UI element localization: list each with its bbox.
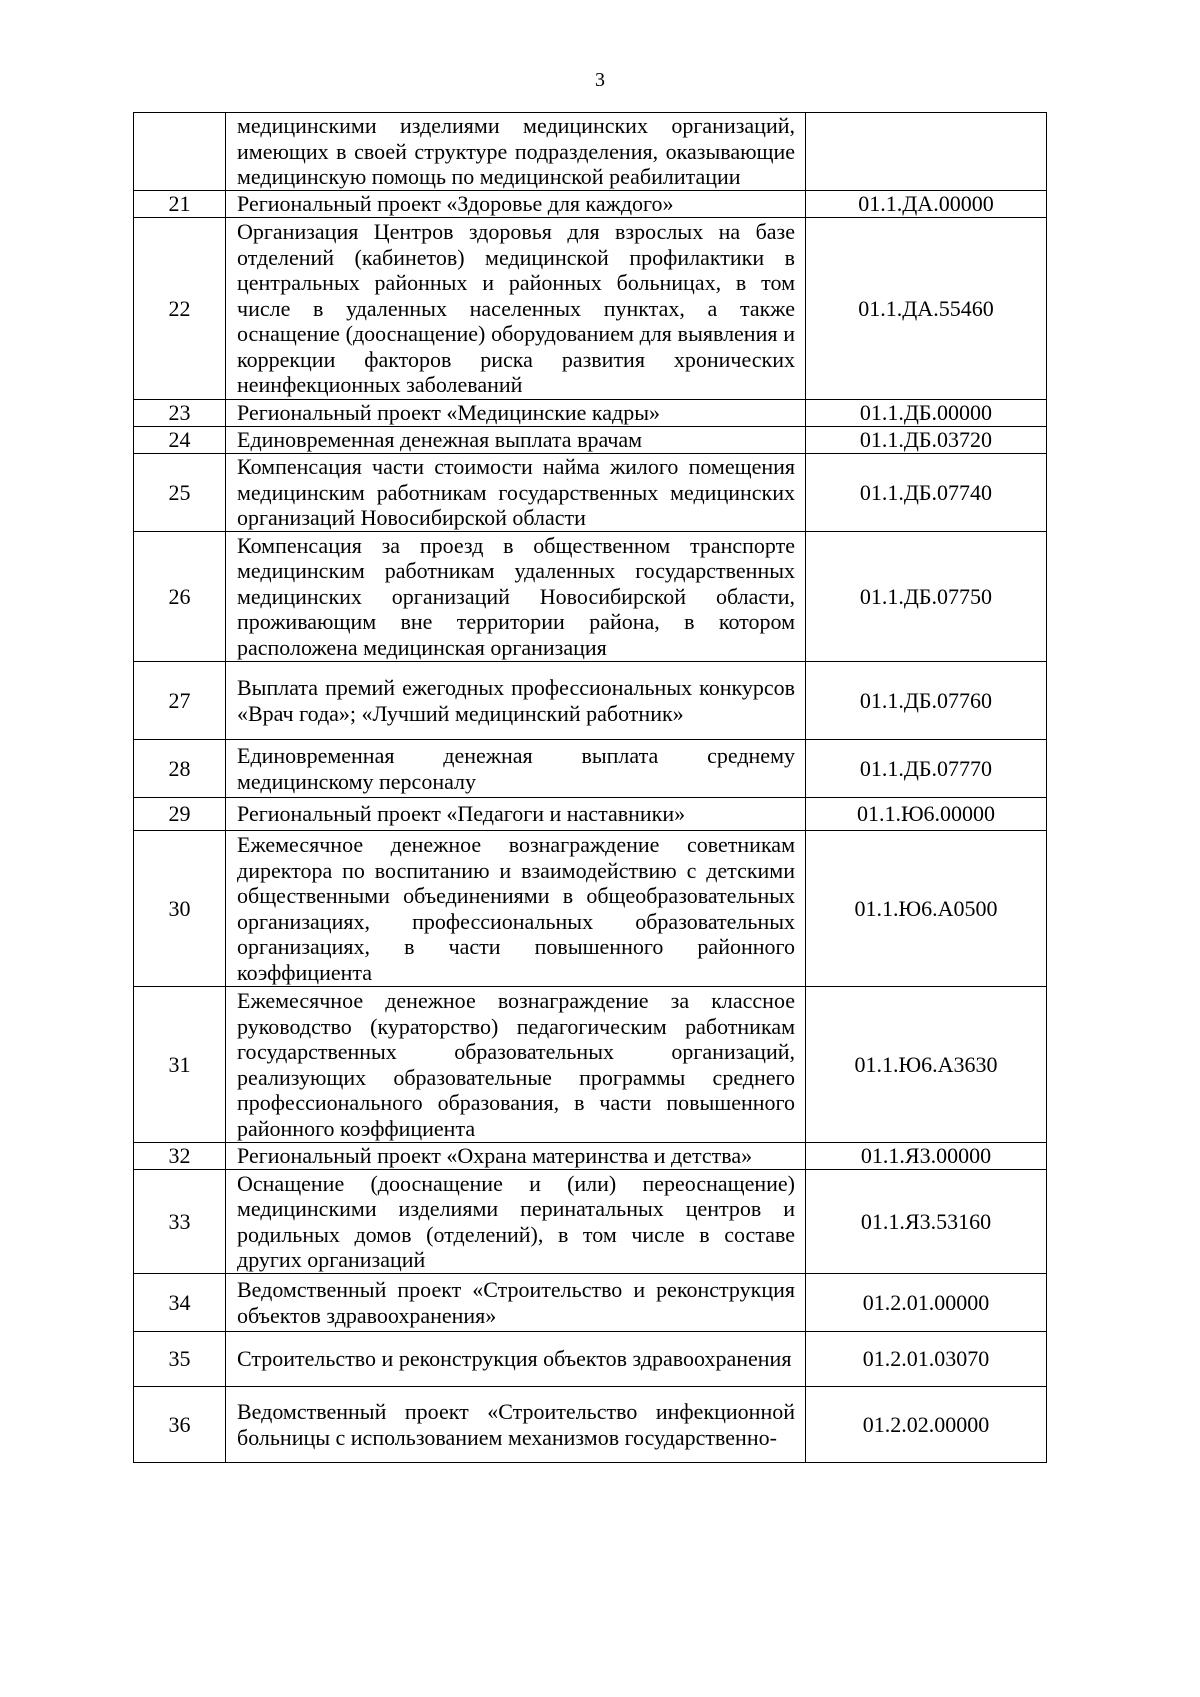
table-row	[134, 798, 1047, 831]
row-number: 35	[134, 1332, 226, 1387]
row-name: Ежемесячное денежное вознаграждение за классное руководство (кураторство) педагогическим работникам государственных образовательных организаций, реализующих образовательные программы среднего профессионального образования, в части повышенного районного коэффициента	[226, 987, 806, 1143]
table-row	[134, 191, 1047, 218]
table-row	[134, 831, 1047, 987]
row-name: Региональный проект «Педагоги и наставники»	[226, 798, 806, 831]
table-row	[134, 400, 1047, 427]
table-row	[134, 218, 1047, 400]
row-name: Организация Центров здоровья для взрослых на базе отделений (кабинетов) медицинской профилактики в центральных районных и районных больницах, в том числе в удаленных населенных пунктах, а также оснащение (дооснащение) оборудованием для выявления и коррекции факторов риска развития хронических неинфекционных заболеваний	[226, 218, 806, 400]
row-number: 29	[134, 798, 226, 831]
row-code: 01.1.ДА.55460	[806, 218, 1047, 400]
table-row	[134, 987, 1047, 1143]
row-code: 01.1.Я3.00000	[806, 1143, 1047, 1170]
table-row	[134, 1332, 1047, 1387]
row-code: 01.1.Ю6.А0500	[806, 831, 1047, 987]
table-row	[134, 427, 1047, 454]
table-row	[134, 1387, 1047, 1463]
row-number: 36	[134, 1387, 226, 1463]
row-number: 25	[134, 454, 226, 532]
row-number: 27	[134, 662, 226, 740]
row-name: Строительство и реконструкция объектов здравоохранения	[226, 1332, 806, 1387]
row-code	[806, 113, 1047, 191]
table-row	[134, 662, 1047, 740]
row-name: Региональный проект «Медицинские кадры»	[226, 400, 806, 427]
row-code: 01.2.01.03070	[806, 1332, 1047, 1387]
row-code: 01.1.ДБ.07760	[806, 662, 1047, 740]
row-name: Ведомственный проект «Строительство инфекционной больницы с использованием механизмов государственно-	[226, 1387, 806, 1463]
budget-classification-table	[133, 112, 1047, 1463]
row-number: 26	[134, 532, 226, 662]
row-code: 01.1.ДБ.07770	[806, 740, 1047, 798]
row-name: медицинскими изделиями медицинских организаций, имеющих в своей структуре подразделения, оказывающие медицинскую помощь по медицинской реабилитации	[226, 113, 806, 191]
row-code: 01.1.ДБ.03720	[806, 427, 1047, 454]
table-row	[134, 1143, 1047, 1170]
row-code: 01.1.Ю6.00000	[806, 798, 1047, 831]
row-name: Ведомственный проект «Строительство и реконструкция объектов здравоохранения»	[226, 1274, 806, 1332]
row-number: 22	[134, 218, 226, 400]
row-name: Единовременная денежная выплата среднему медицинскому персоналу	[226, 740, 806, 798]
row-name: Ежемесячное денежное вознаграждение советникам директора по воспитанию и взаимодействию с детскими общественными объединениями в общеобразовательных организациях, профессиональных образовательных организациях, в части повышенного районного коэффициента	[226, 831, 806, 987]
table-row	[134, 1170, 1047, 1274]
row-name: Региональный проект «Здоровье для каждого»	[226, 191, 806, 218]
row-name: Выплата премий ежегодных профессиональных конкурсов «Врач года»; «Лучший медицинский работник»	[226, 662, 806, 740]
row-number: 28	[134, 740, 226, 798]
row-name: Региональный проект «Охрана материнства и детства»	[226, 1143, 806, 1170]
row-number: 34	[134, 1274, 226, 1332]
table-row	[134, 113, 1047, 191]
row-name: Единовременная денежная выплата врачам	[226, 427, 806, 454]
row-name: Компенсация за проезд в общественном транспорте медицинским работникам удаленных государственных медицинских организаций Новосибирской области, проживающим вне территории района, в котором расположена медицинская организация	[226, 532, 806, 662]
row-number: 33	[134, 1170, 226, 1274]
table-row	[134, 532, 1047, 662]
row-code: 01.1.Ю6.А3630	[806, 987, 1047, 1143]
row-number: 21	[134, 191, 226, 218]
row-number: 24	[134, 427, 226, 454]
row-code: 01.1.ДА.00000	[806, 191, 1047, 218]
row-code: 01.2.02.00000	[806, 1387, 1047, 1463]
row-code: 01.1.Я3.53160	[806, 1170, 1047, 1274]
row-number: 31	[134, 987, 226, 1143]
row-number: 30	[134, 831, 226, 987]
table-row	[134, 454, 1047, 532]
row-number	[134, 113, 226, 191]
row-code: 01.2.01.00000	[806, 1274, 1047, 1332]
row-code: 01.1.ДБ.07740	[806, 454, 1047, 532]
row-code: 01.1.ДБ.07750	[806, 532, 1047, 662]
row-name: Оснащение (дооснащение и (или) переоснащение) медицинскими изделиями перинатальных центров и родильных домов (отделений), в том числе в составе других организаций	[226, 1170, 806, 1274]
table-row	[134, 740, 1047, 798]
page-number: 3	[595, 69, 605, 91]
table-row	[134, 1274, 1047, 1332]
row-number: 32	[134, 1143, 226, 1170]
row-number: 23	[134, 400, 226, 427]
row-code: 01.1.ДБ.00000	[806, 400, 1047, 427]
row-name: Компенсация части стоимости найма жилого помещения медицинским работникам государственных медицинских организаций Новосибирской области	[226, 454, 806, 532]
